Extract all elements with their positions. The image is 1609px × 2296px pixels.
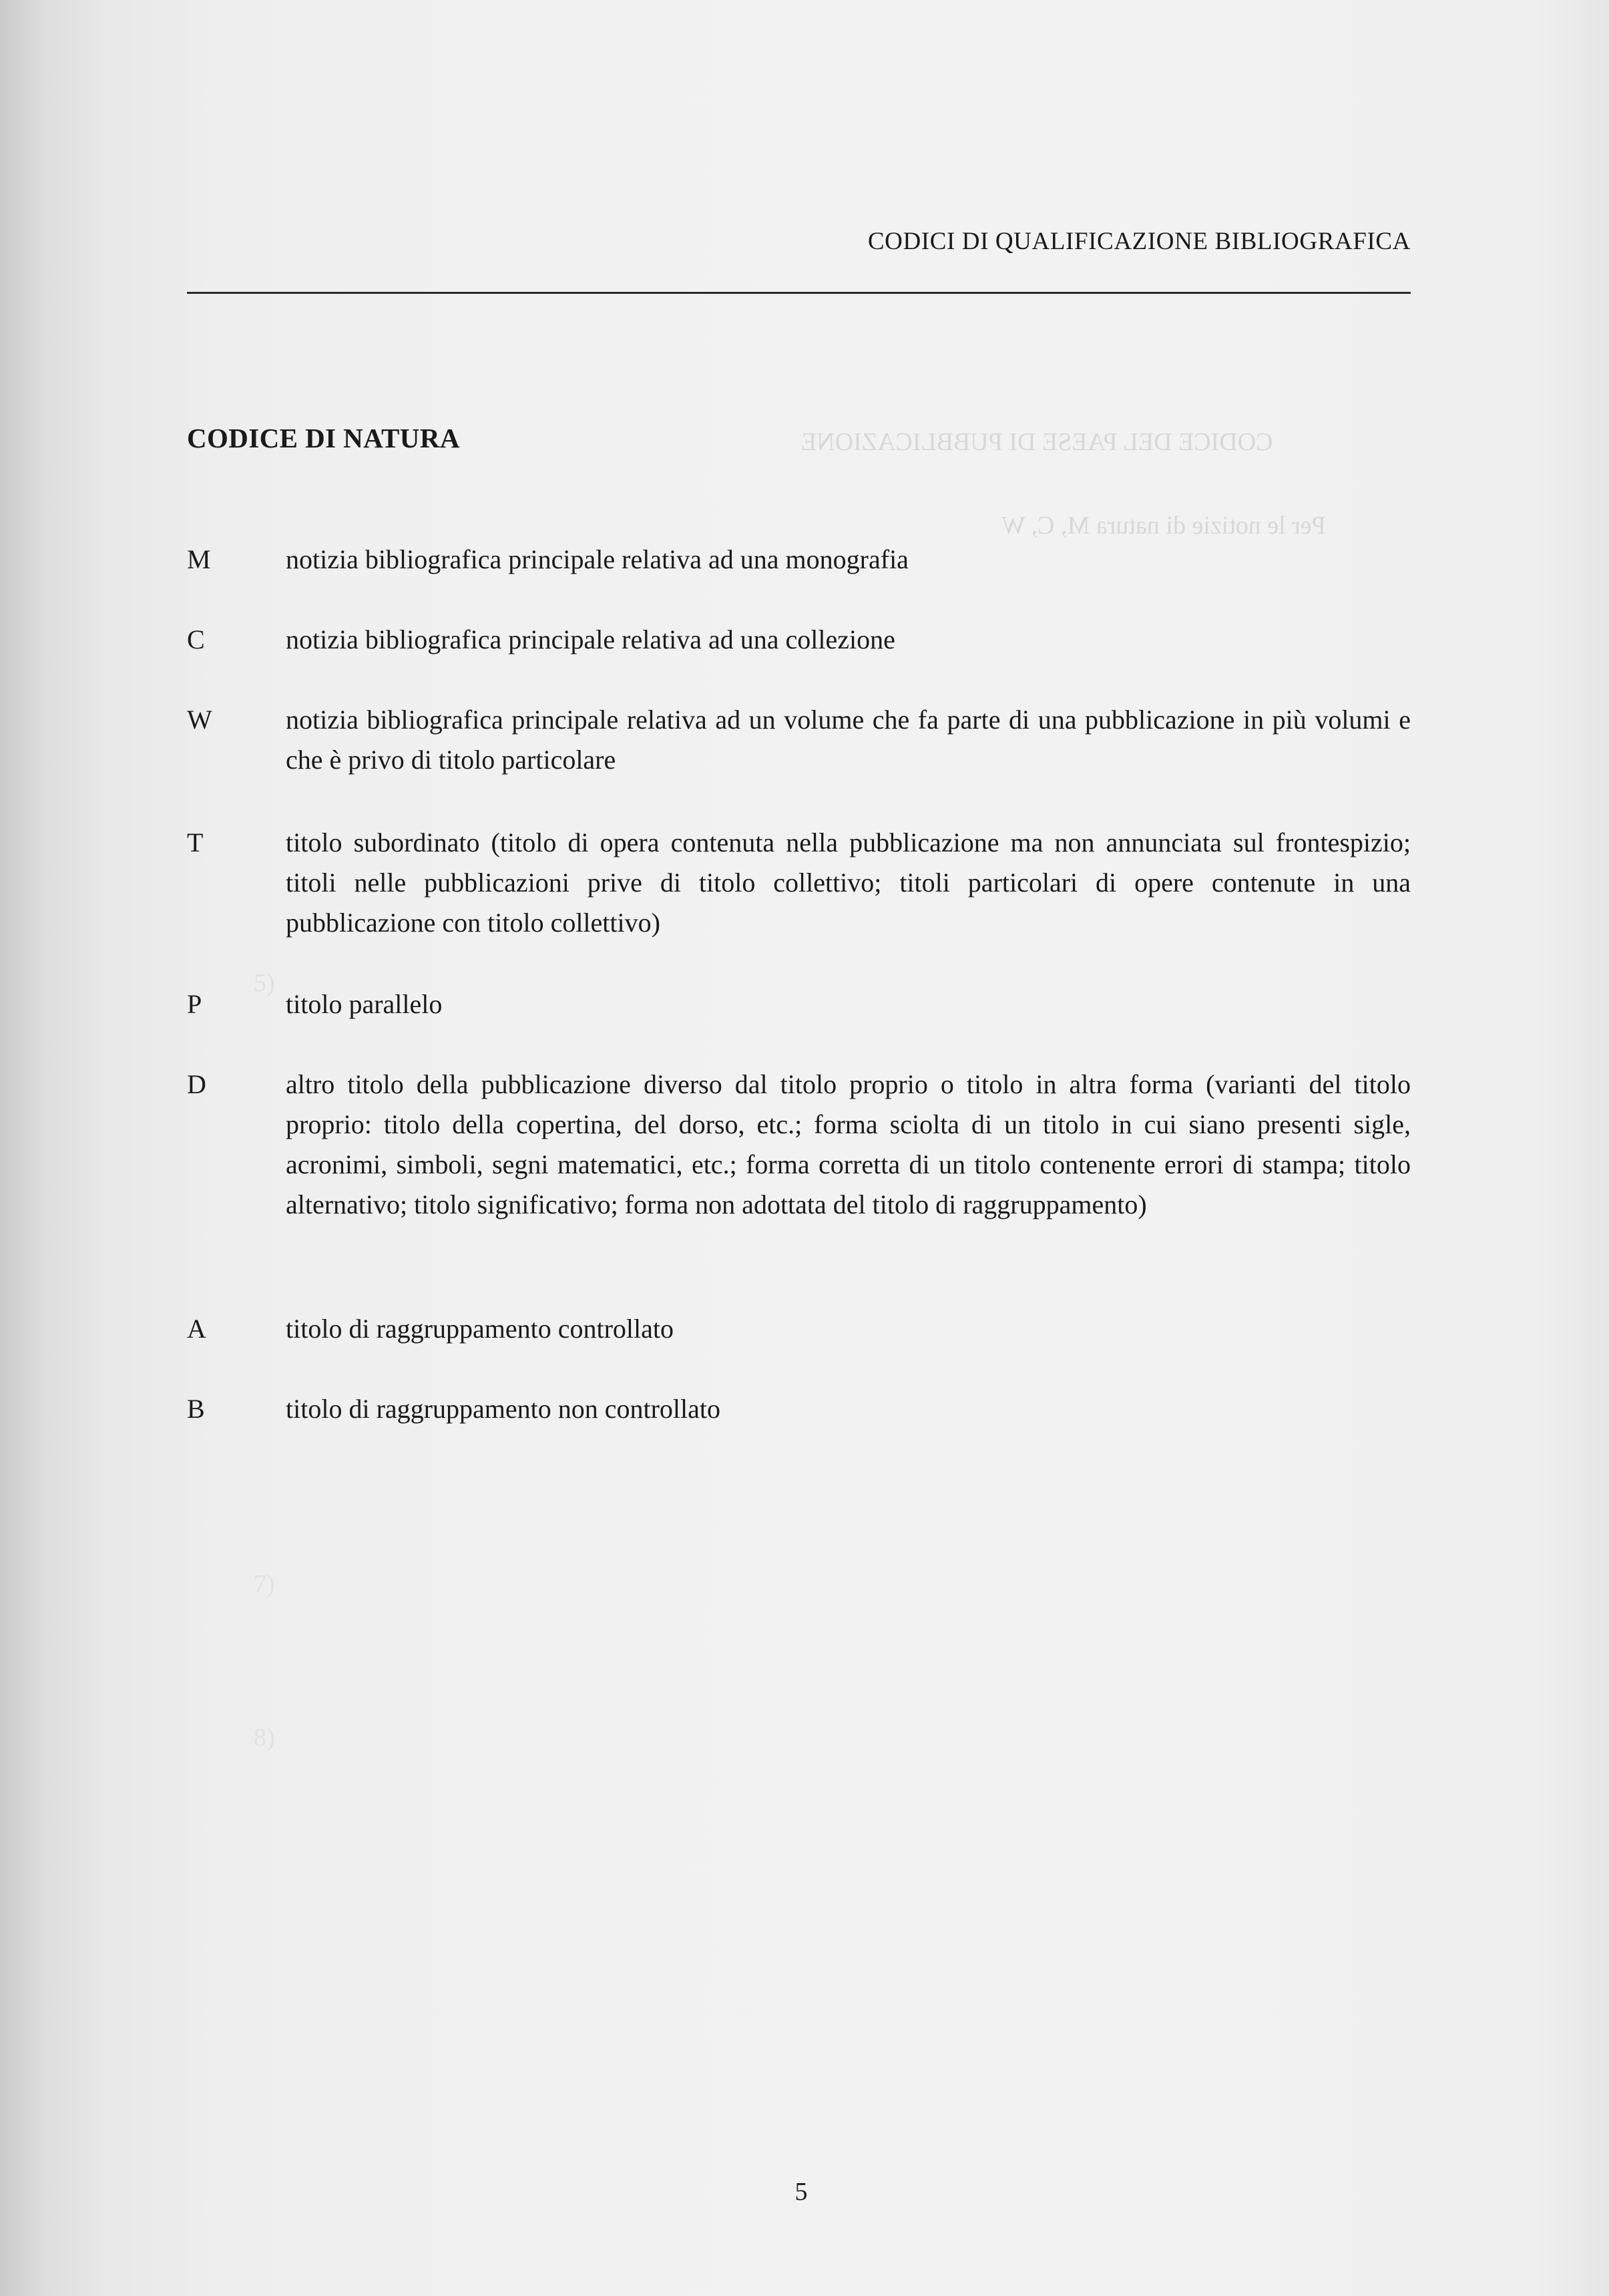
- bleed-through-text: 5): [254, 969, 275, 997]
- code-description: notizia bibliografica principale relativa ad un volume che fa parte di una pubblicazione in più volumi e che è privo di titolo particolare: [286, 705, 1411, 775]
- code-description: titolo parallelo: [286, 989, 443, 1019]
- code-letter: T: [187, 827, 204, 857]
- bleed-through-text: 8): [254, 1724, 275, 1752]
- bleed-through-text: CODICE DEL PAESE DI PUBBLICAZIONE: [801, 428, 1273, 456]
- code-letter: M: [187, 544, 211, 574]
- code-description: titolo di raggruppamento controllato: [286, 1314, 674, 1344]
- code-description: titolo subordinato (titolo di opera contenuta nella pubblicazione ma non annunciata sul frontespizio; titoli nelle pubblicazioni prive di titolo collettivo; titoli particolari di opere contenute in una pubblicazione con titolo collettivo): [286, 827, 1411, 938]
- code-letter: W: [187, 705, 212, 735]
- code-letter: P: [187, 989, 202, 1019]
- running-header: CODICI DI QUALIFICAZIONE BIBLIOGRAFICA: [867, 228, 1411, 255]
- section-title: CODICE DI NATURA: [187, 423, 460, 453]
- code-description: altro titolo della pubblicazione diverso dal titolo proprio o titolo in altra forma (varianti del titolo proprio: titolo della copertina, del dorso, etc.; forma sciolta di un titolo in cui siano presenti sigle, acronimi, simboli, segni matematici, etc.; forma corretta di un titolo contenente errori di stampa; titolo alternativo; titolo significativo; forma non adottata del titolo di raggruppamento): [286, 1069, 1411, 1219]
- page-number: 5: [794, 2178, 808, 2206]
- code-description: notizia bibliografica principale relativa ad una monografia: [286, 544, 909, 574]
- code-letter: B: [187, 1394, 205, 1424]
- code-letter: A: [187, 1314, 206, 1344]
- code-letter: D: [187, 1069, 206, 1099]
- bleed-through-text: Per le notizie di natura M, C, W: [1001, 512, 1326, 540]
- header-divider: [187, 292, 1411, 294]
- code-description: notizia bibliografica principale relativa ad una collezione: [286, 624, 895, 654]
- code-letter: C: [187, 624, 205, 654]
- bleed-through-text: 7): [254, 1570, 275, 1598]
- code-description: titolo di raggruppamento non controllato: [286, 1394, 720, 1424]
